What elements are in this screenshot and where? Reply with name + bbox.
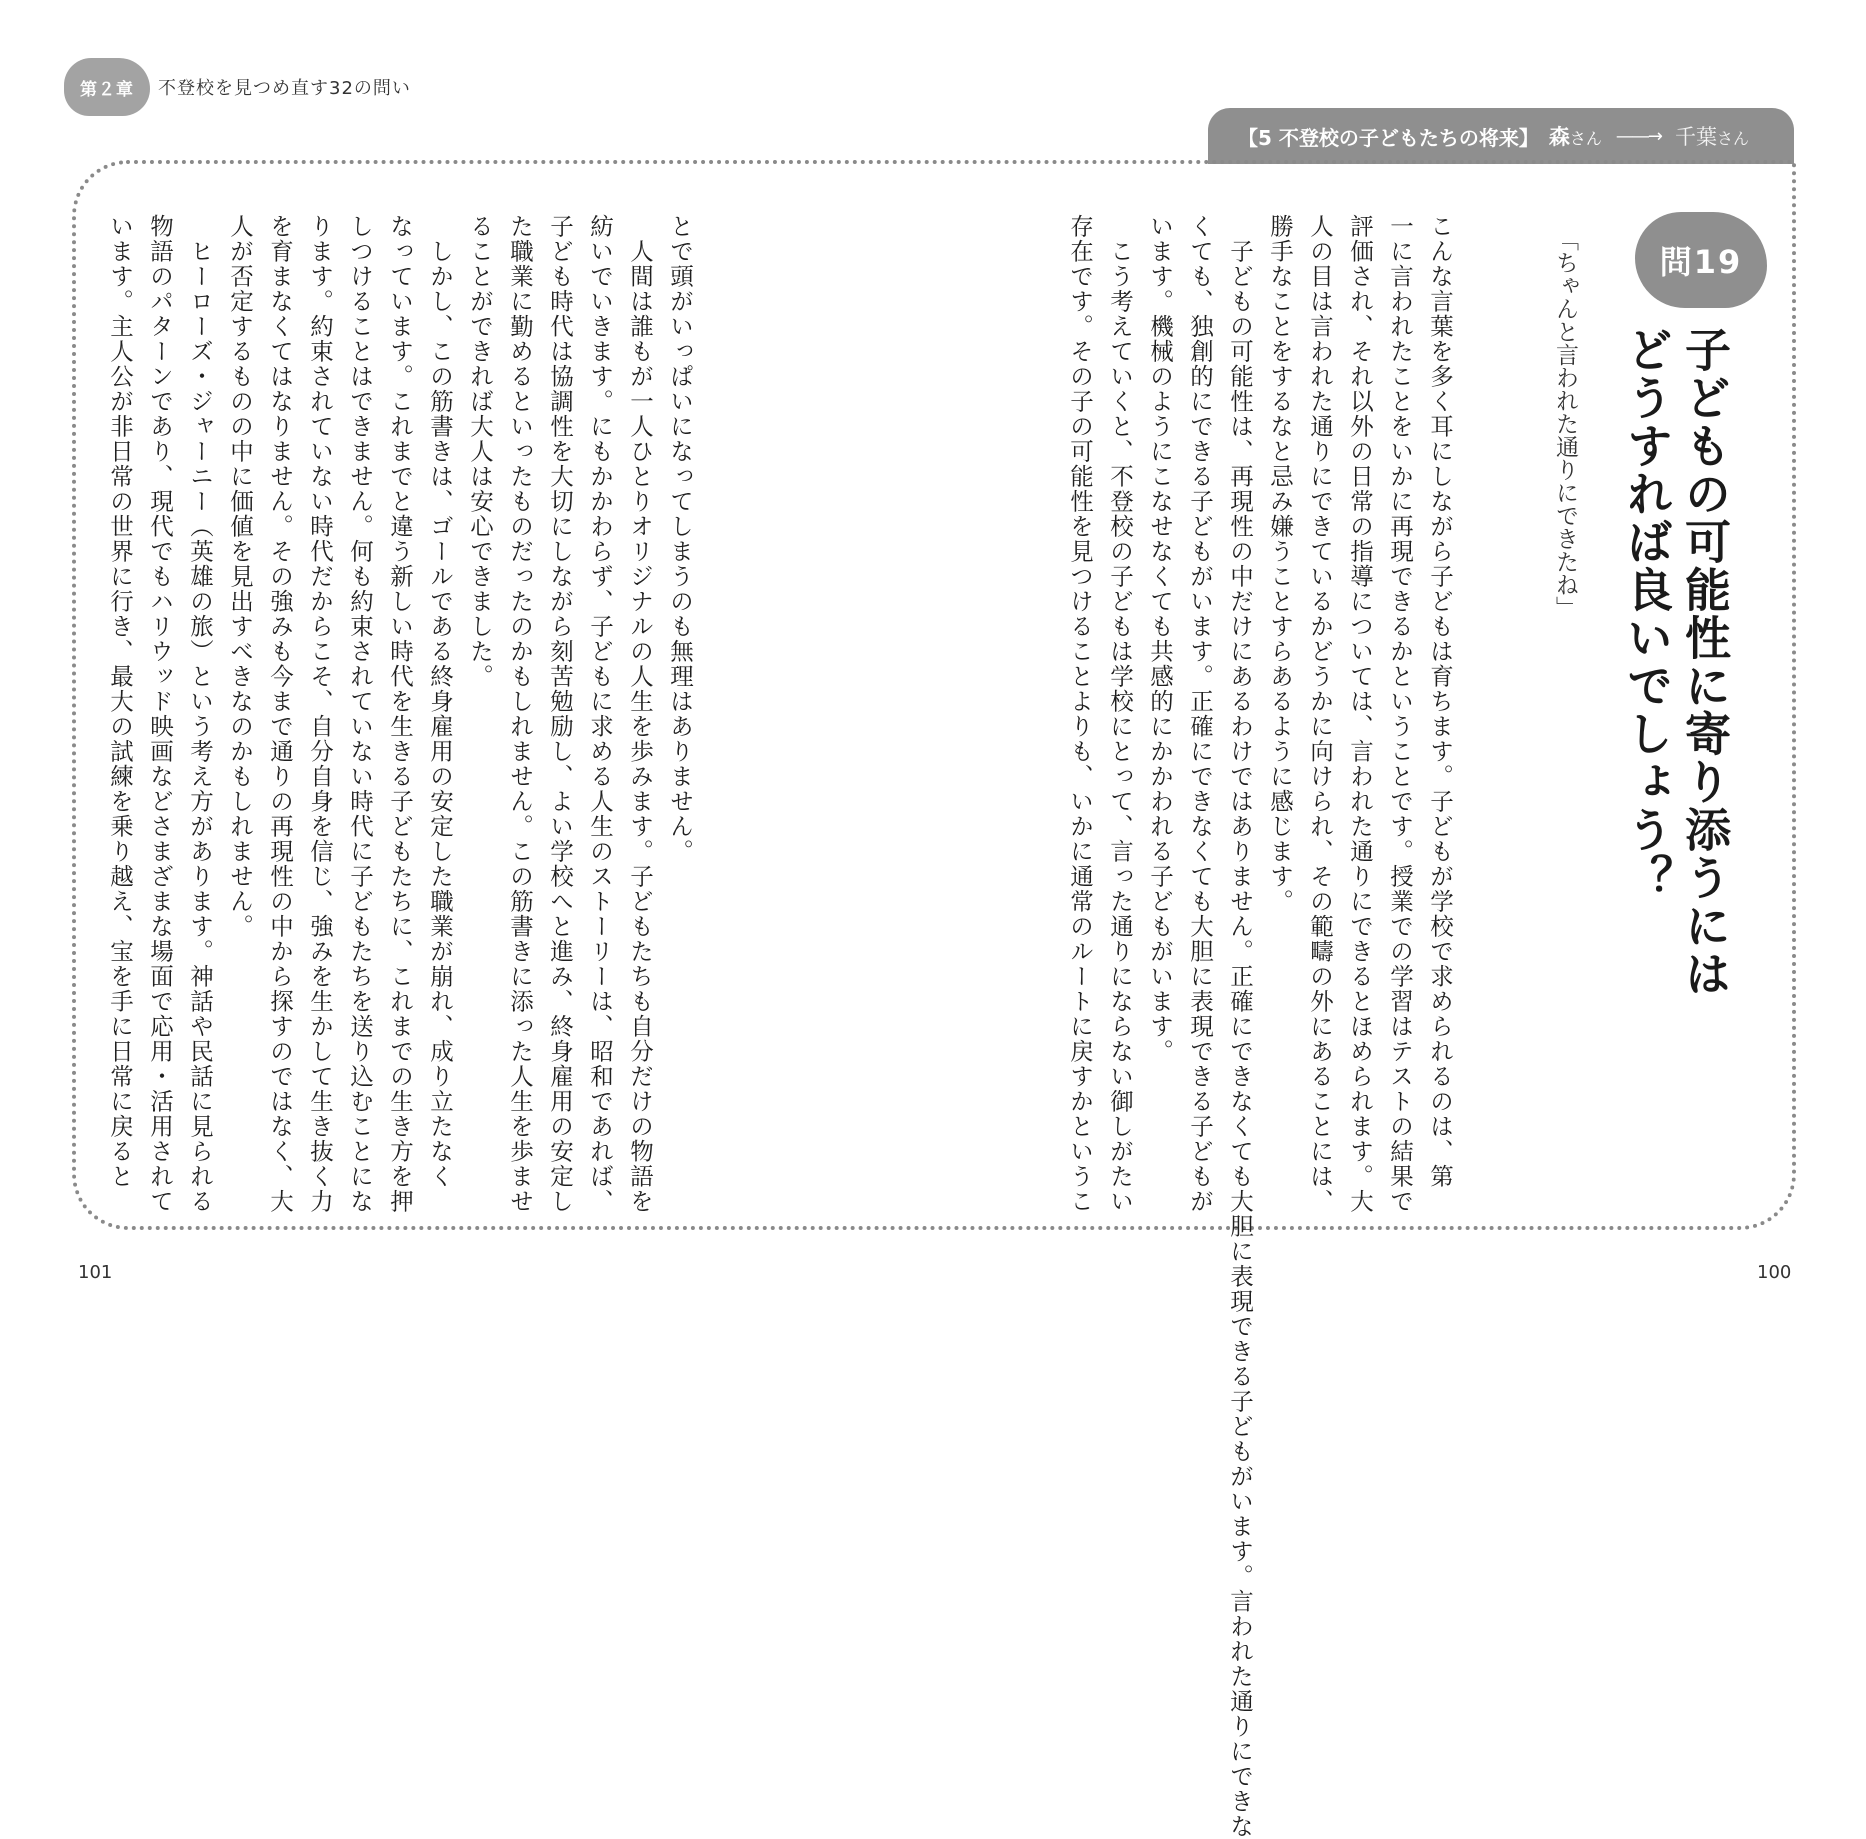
body-line: こんな言葉を多く耳にしながら子どもは育ちます。子どもが学校で求められるのは、第 [1426,214,1454,1189]
body-line: を育まなくてはなりません。その強みも今まで通りの再現性の中から探すのではなく、大 [266,214,294,1214]
body-line: しつけることはできません。何も約束されていない時代に子どもたちを送り込むことにな [346,214,374,1214]
section-header-tab [1208,108,1794,164]
body-line: 物語のパターンであり、現代でもハリウッド映画などさまざまな場面で応用・活用されて [146,214,174,1214]
body-line: 子どもの可能性は、再現性の中だけにあるわけではありません。正確にできなくても大胆に表現できる子どもがいます。言われた通りにできな [1226,214,1254,1839]
chapter-title: 不登校を見つめ直す32の問い [158,78,411,99]
body-line: ヒーローズ・ジャーニー（英雄の旅）という考え方があります。神話や民話に見られる [186,214,214,1214]
body-line: 評価され、それ以外の日常の指導については、言われた通りにできるとほめられます。大 [1346,214,1374,1214]
body-line: なっています。これまでと違う新しい時代を生きる子どもたちに、これまでの生き方を押 [386,214,414,1214]
body-line: た職業に勤めるといったものだったのかもしれません。この筋書きに添った人生を歩ませ [506,214,534,1214]
body-line: とで頭がいっぱいになってしまうのも無理はありません。 [666,214,694,864]
body-line: います。主人公が非日常の世界に行き、最大の試練を乗り越え、宝を手に日常に戻ると [106,214,134,1189]
body-line: 人の目は言われた通りにできているかどうかに向けられ、その範疇の外にあることには、 [1306,214,1334,1214]
question-title: 子どもの可能性に寄り添うには どうすれば良いでしょう？ [1620,326,1732,998]
question-number-badge: 問19 [1635,212,1767,308]
page-number-right: 100 [1757,1262,1792,1283]
body-line: ります。約束されていない時代だからこそ、自分自身を信じ、強みを生かして生き抜く力 [306,214,334,1214]
chapter-badge: 第２章 [64,58,150,116]
body-line: 人間は誰もが一人ひとりオリジナルの人生を歩みます。子どもたちも自分だけの物語を [626,214,654,1214]
body-line: 勝手なことをするなと忌み嫌うことすらあるように感じます。 [1266,214,1294,914]
body-line: ることができれば大人は安心できました。 [466,214,494,689]
right-page-body-text [1060,214,1460,1839]
body-line: 人が否定するものの中に価値を見出すべきなのかもしれません。 [226,214,254,939]
body-line: 紡いでいきます。にもかかわらず、子どもに求める人生のストーリーは、昭和であれば、 [586,214,614,1214]
body-line: こう考えていくと、不登校の子どもは学校にとって、言った通りにならない御しがたい [1106,214,1134,1214]
from-name: 森さん [1548,125,1602,149]
section-label: 【5 不登校の子どもたちの将来】 [1238,125,1539,150]
page-number-left: 101 [78,1262,113,1283]
body-line: 存在です。その子の可能性を見つけることよりも、いかに通常のルートに戻すかというこ [1066,214,1094,1214]
body-line: います。機械のようにこなせなくても共感的にかかわれる子どもがいます。 [1146,214,1174,1064]
to-name: 千葉さん [1675,125,1750,149]
arrow-icon: ——→ [1615,125,1661,147]
body-line: 一に言われたことをいかに再現できるかということです。授業での学習はテストの結果で [1386,214,1414,1214]
body-line: しかし、この筋書きは、ゴールである終身雇用の安定した職業が崩れ、成り立たなく [426,214,454,1189]
left-page-body-text [100,214,700,1214]
opening-quote: 「ちゃんと言われた通りにできたね」 [1552,228,1578,619]
body-line: くても、独創的にできる子どもがいます。正確にできなくても大胆に表現できる子どもが [1186,214,1214,1214]
body-line: 子ども時代は協調性を大切にしながら刻苦勉励し、よい学校へと進み、終身雇用の安定し [546,214,574,1214]
